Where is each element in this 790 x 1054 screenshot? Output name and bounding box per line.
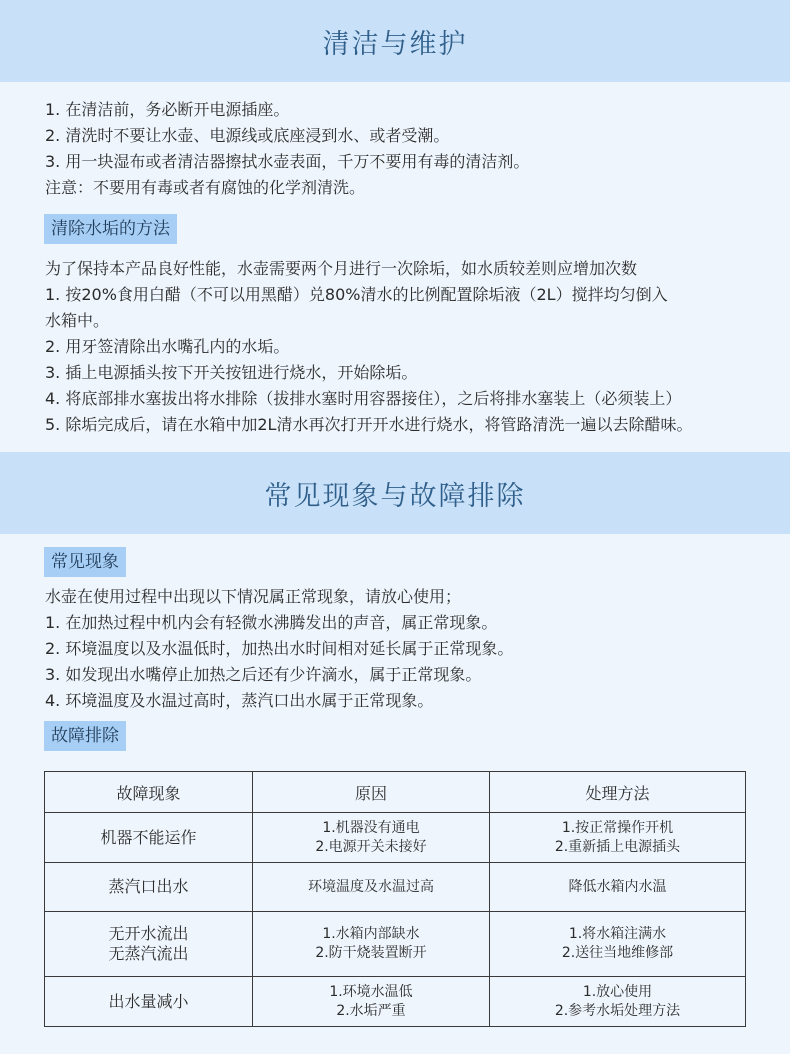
- table-row: [45, 813, 746, 863]
- common-tag: 常见现象: [44, 547, 126, 577]
- list-item: 2. 清洗时不要让水壶、电源线或底座浸到水、或者受潮。: [45, 126, 450, 145]
- table-header-row: [45, 772, 746, 813]
- header-fix: 处理方法: [490, 772, 746, 813]
- section-title: 常见现象与故障排除: [264, 480, 526, 512]
- list-item: 3. 用一块湿布或者清洁器擦拭水壶表面，千万不要用有毒的清洁剂。: [45, 152, 530, 171]
- header-cause: 原因: [253, 772, 490, 813]
- table-row: [45, 912, 746, 977]
- cleaning-list: [45, 97, 775, 201]
- cause-cell: [253, 977, 490, 1027]
- fix-text: 2.参考水垢处理方法: [554, 1002, 681, 1019]
- cause-cell: [253, 863, 490, 912]
- symptom-cell: [45, 912, 253, 977]
- fix-cell: [490, 863, 746, 912]
- list-item: 1. 在加热过程中机内会有轻微水沸腾发出的声音，属正常现象。: [45, 613, 498, 632]
- list-item: 2. 用牙签清除出水嘴孔内的水垢。: [45, 337, 290, 356]
- list-item: 水壶在使用过程中出现以下情况属正常现象，请放心使用；: [45, 587, 462, 606]
- list-item: 1. 在清洁前，务必断开电源插座。: [45, 100, 290, 119]
- table-row: [45, 863, 746, 912]
- symptom-text: 无蒸汽流出: [108, 944, 189, 963]
- fix-text: 1.放心使用: [582, 983, 653, 1000]
- symptom-cell: [45, 813, 253, 863]
- fix-text: 2.重新插上电源插头: [554, 838, 681, 855]
- fix-text: 降低水箱内水温: [568, 878, 667, 895]
- fix-cell: [490, 977, 746, 1027]
- fix-cell: [490, 813, 746, 863]
- descaling-tag: 清除水垢的方法: [44, 214, 177, 244]
- header-symptom: 故障现象: [45, 772, 253, 813]
- table-row: [45, 977, 746, 1027]
- cause-cell: [253, 912, 490, 977]
- fix-text: 1.按正常操作开机: [561, 819, 674, 836]
- cause-text: 2.电源开关未接好: [315, 838, 427, 855]
- cause-text: 环境温度及水温过高: [308, 878, 434, 895]
- list-item: 1. 按20%食用白醋（不可以用黑醋）兑80%清水的比例配置除垢液（2L）搅拌均匀倒入: [45, 285, 668, 304]
- cause-text: 2.水垢严重: [336, 1002, 406, 1019]
- fix-cell: [490, 912, 746, 977]
- symptom-text: 机器不能运作: [100, 827, 197, 847]
- list-item: 3. 插上电源插头按下开关按钮进行烧水，开始除垢。: [45, 363, 418, 382]
- list-item: 注意：不要用有毒或者有腐蚀的化学剂清洗。: [45, 178, 366, 197]
- symptom-text: 无开水流出: [108, 924, 189, 943]
- cause-cell: [253, 813, 490, 863]
- list-item: 2. 环境温度以及水温低时，加热出水时间相对延长属于正常现象。: [45, 639, 514, 658]
- list-item: 4. 环境温度及水温过高时，蒸汽口出水属于正常现象。: [45, 691, 434, 710]
- descaling-list: [45, 256, 775, 438]
- list-item: 5. 除垢完成后，请在水箱中加2L清水再次打开开水进行烧水，将管路清洗一遍以去除醋味。: [45, 415, 693, 434]
- section-banner-troubleshooting: [0, 452, 790, 534]
- cause-text: 1.水箱内部缺水: [322, 926, 420, 942]
- fix-text: 1.将水箱注满水: [568, 926, 667, 942]
- cause-text: 2.防干烧装置断开: [315, 945, 427, 961]
- troubleshoot-tag: 故障排除: [44, 721, 126, 751]
- symptom-text: 出水量减小: [108, 991, 189, 1011]
- fix-text: 2.送往当地维修部: [561, 945, 674, 961]
- list-item: 3. 如发现出水嘴停止加热之后还有少许滴水，属于正常现象。: [45, 665, 482, 684]
- list-item: 水箱中。: [45, 311, 110, 330]
- symptom-cell: [45, 977, 253, 1027]
- cause-text: 1.机器没有通电: [322, 819, 420, 836]
- list-item: 4. 将底部排水塞拔出将水排除（拔排水塞时用容器接住），之后将排水塞装上（必须装上）: [45, 389, 682, 408]
- fault-table: [44, 771, 746, 1027]
- symptom-cell: [45, 863, 253, 912]
- common-list: [45, 584, 775, 714]
- symptom-text: 蒸汽口出水: [108, 877, 189, 896]
- cause-text: 1.环境水温低: [329, 983, 413, 1000]
- section-title: 清洁与维护: [322, 28, 468, 60]
- list-item: 为了保持本产品良好性能，水壶需要两个月进行一次除垢，如水质较差则应增加次数: [45, 259, 638, 278]
- section-banner-cleaning: [0, 0, 790, 82]
